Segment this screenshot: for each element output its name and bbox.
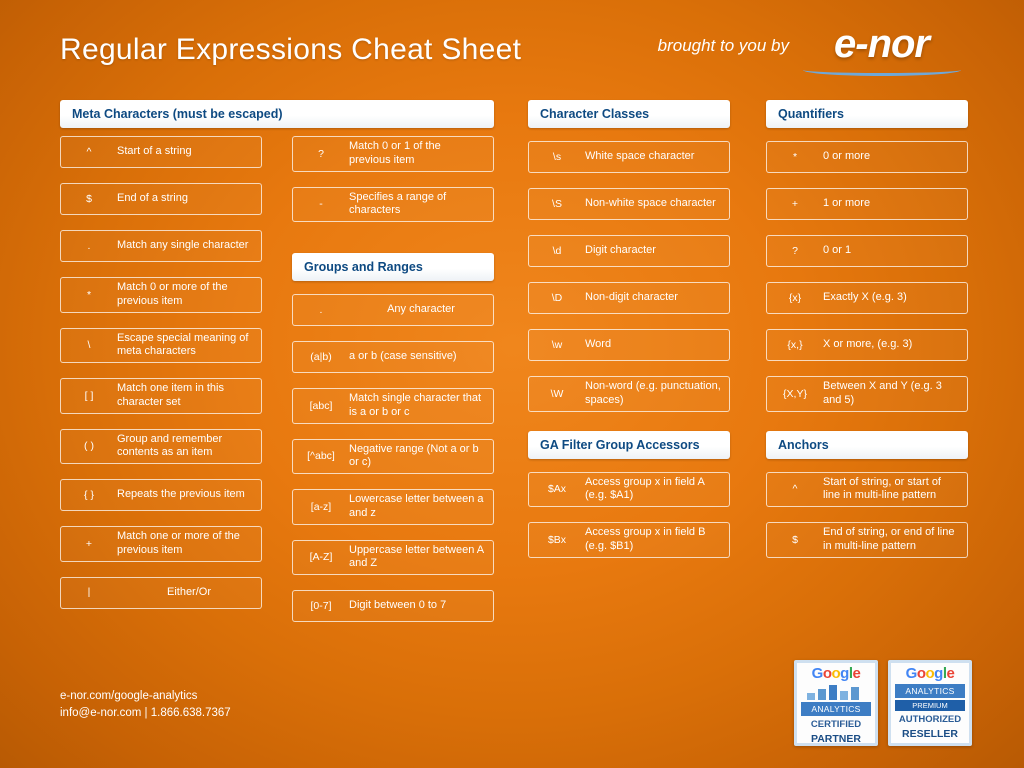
badge-product-label: ANALYTICS [801, 702, 871, 716]
badge-line-1: CERTIFIED [810, 719, 862, 730]
list-item [292, 341, 494, 373]
symbol: \ [87, 339, 91, 352]
symbol: $ [86, 192, 92, 205]
symbol: \d [552, 244, 562, 257]
symbol: {x,} [787, 338, 803, 351]
list-item [60, 136, 262, 168]
list-item [766, 282, 968, 314]
enor-logo-text: e-nor [834, 22, 929, 66]
description: Exactly X (e.g. 3) [823, 291, 907, 304]
description: Group and remember contents as an item [117, 432, 223, 459]
list-item [60, 183, 262, 215]
badge-line-1: AUTHORIZED [898, 714, 962, 725]
description: Non-white space character [585, 197, 716, 210]
list-item [292, 489, 494, 525]
list-item [528, 522, 730, 558]
description: Digit character [585, 244, 656, 257]
meta-characters-left-list [60, 136, 262, 624]
certification-badges [794, 660, 972, 746]
description: Specifies a range of characters [349, 190, 447, 217]
symbol: \D [551, 291, 563, 304]
google-wordmark: Google [811, 665, 861, 682]
list-item [528, 141, 730, 173]
description: Access group x in field B (e.g. $B1) [585, 526, 706, 552]
list-item [292, 187, 494, 223]
list-item [60, 526, 262, 562]
symbol: (a|b) [310, 350, 332, 363]
description: 1 or more [823, 197, 871, 210]
description: Between X and Y (e.g. 3 and 5) [823, 380, 942, 406]
section-header-meta-characters: Meta Characters (must be escaped) [60, 100, 494, 128]
description: Repeats the previous item [117, 488, 245, 501]
symbol: ^ [792, 483, 798, 496]
description: X or more, (e.g. 3) [823, 338, 913, 351]
section-header-anchors: Anchors [766, 431, 968, 459]
symbol: | [87, 586, 91, 599]
description: Either/Or [166, 585, 211, 598]
list-item [528, 472, 730, 508]
description: Non-digit character [585, 291, 678, 304]
list-item [60, 328, 262, 364]
description: Start of a string [117, 145, 192, 158]
badge-ga-premium-authorized-reseller [888, 660, 972, 746]
symbol: + [85, 537, 93, 550]
badge-product-sub-label: PREMIUM [895, 700, 965, 711]
list-item [60, 277, 262, 313]
symbol: ? [792, 244, 798, 257]
symbol: $Ax [547, 483, 567, 496]
symbol: * [792, 150, 798, 163]
list-item [766, 376, 968, 412]
symbol: $Bx [547, 533, 567, 546]
list-item [292, 590, 494, 622]
symbol: . [87, 239, 91, 252]
description: Digit between 0 to 7 [349, 599, 447, 612]
description: Negative range (Not a or b or c) [349, 442, 479, 469]
symbol: [0-7] [310, 599, 332, 612]
footer-contact [60, 688, 231, 723]
section-header-groups-and-ranges: Groups and Ranges [292, 253, 494, 281]
description: Any character [387, 303, 455, 316]
symbol: \W [550, 387, 564, 400]
description: Escape special meaning of meta characters [117, 331, 249, 358]
meta-characters-right-list [292, 136, 494, 637]
list-item [60, 429, 262, 465]
list-item [766, 235, 968, 267]
description: Match 0 or 1 of the previous item [349, 140, 441, 166]
description: Match one or more of the previous item [117, 530, 240, 556]
list-item [528, 235, 730, 267]
symbol: ^ [86, 145, 92, 158]
list-item [60, 577, 262, 609]
description: End of string, or end of line in multi-line pattern [823, 526, 955, 552]
page-header [60, 22, 974, 78]
list-item [528, 329, 730, 361]
list-item [292, 136, 494, 172]
description: Match one item in this character set [117, 382, 224, 408]
badge-ga-certified-partner [794, 660, 878, 746]
google-wordmark: Google [905, 665, 955, 682]
list-item [528, 376, 730, 412]
section-header-quantifiers: Quantifiers [766, 100, 968, 128]
list-item [60, 230, 262, 262]
description: Match any single character [117, 239, 249, 252]
list-item [528, 282, 730, 314]
symbol: $ [792, 533, 798, 546]
brought-to-you-by-text: brought to you by [657, 36, 789, 55]
description: End of a string [117, 192, 188, 205]
list-item [766, 188, 968, 220]
list-item [60, 378, 262, 414]
list-item [766, 472, 968, 508]
section-header-ga-filter-group-accessors: GA Filter Group Accessors [528, 431, 730, 459]
logo-swoosh-icon [803, 64, 961, 76]
description: 0 or 1 [823, 244, 852, 257]
symbol: . [319, 303, 323, 316]
column-character-classes [528, 100, 730, 573]
description: Word [585, 338, 612, 351]
symbol: [^abc] [307, 450, 335, 463]
symbol: ( ) [84, 440, 94, 453]
description: Lowercase letter between a and z [349, 493, 484, 519]
list-item [292, 439, 494, 475]
symbol: \w [551, 338, 563, 351]
description: White space character [585, 150, 695, 163]
list-item [766, 141, 968, 173]
list-item [292, 294, 494, 326]
symbol: [A-Z] [309, 551, 333, 564]
description: 0 or more [823, 150, 871, 163]
symbol: \s [552, 150, 562, 163]
page-title: Regular Expressions Cheat Sheet [60, 33, 522, 66]
footer-website[interactable]: e-nor.com/google-analytics [60, 689, 198, 702]
symbol: [a-z] [310, 500, 332, 513]
description: Match single character that is a or b or c [349, 392, 482, 418]
footer-email-phone[interactable]: info@e-nor.com | 1.866.638.7367 [60, 706, 231, 719]
description: Non-word (e.g. punctuation, spaces) [585, 380, 721, 406]
section-header-character-classes: Character Classes [528, 100, 730, 128]
description: Uppercase letter between A and Z [349, 543, 484, 570]
list-item [292, 388, 494, 424]
list-item [766, 522, 968, 558]
symbol: ? [318, 147, 324, 160]
symbol: { } [84, 488, 94, 501]
symbol: + [791, 197, 799, 210]
list-item [292, 540, 494, 576]
badge-line-2: RESELLER [901, 728, 958, 740]
badge-product-label: ANALYTICS [895, 684, 965, 698]
symbol: \S [552, 197, 562, 210]
description: Access group x in field A (e.g. $A1) [585, 475, 705, 502]
description: Match 0 or more of the previous item [117, 281, 228, 307]
bar-chart-icon [805, 684, 867, 700]
list-item [528, 188, 730, 220]
list-item [766, 329, 968, 361]
badge-line-2: PARTNER [811, 733, 861, 745]
column-quantifiers-anchors [766, 100, 968, 573]
description: Start of string, or start of line in multi-line pattern [823, 475, 941, 502]
symbol: [ ] [84, 389, 94, 402]
enor-logo [799, 22, 964, 78]
symbol: {X,Y} [783, 387, 807, 400]
symbol: * [86, 288, 92, 301]
description: a or b (case sensitive) [349, 350, 457, 363]
symbol: {x} [788, 291, 802, 304]
column-meta-groups [60, 100, 494, 612]
list-item [60, 479, 262, 511]
symbol: - [319, 198, 323, 211]
symbol: [abc] [309, 399, 333, 412]
